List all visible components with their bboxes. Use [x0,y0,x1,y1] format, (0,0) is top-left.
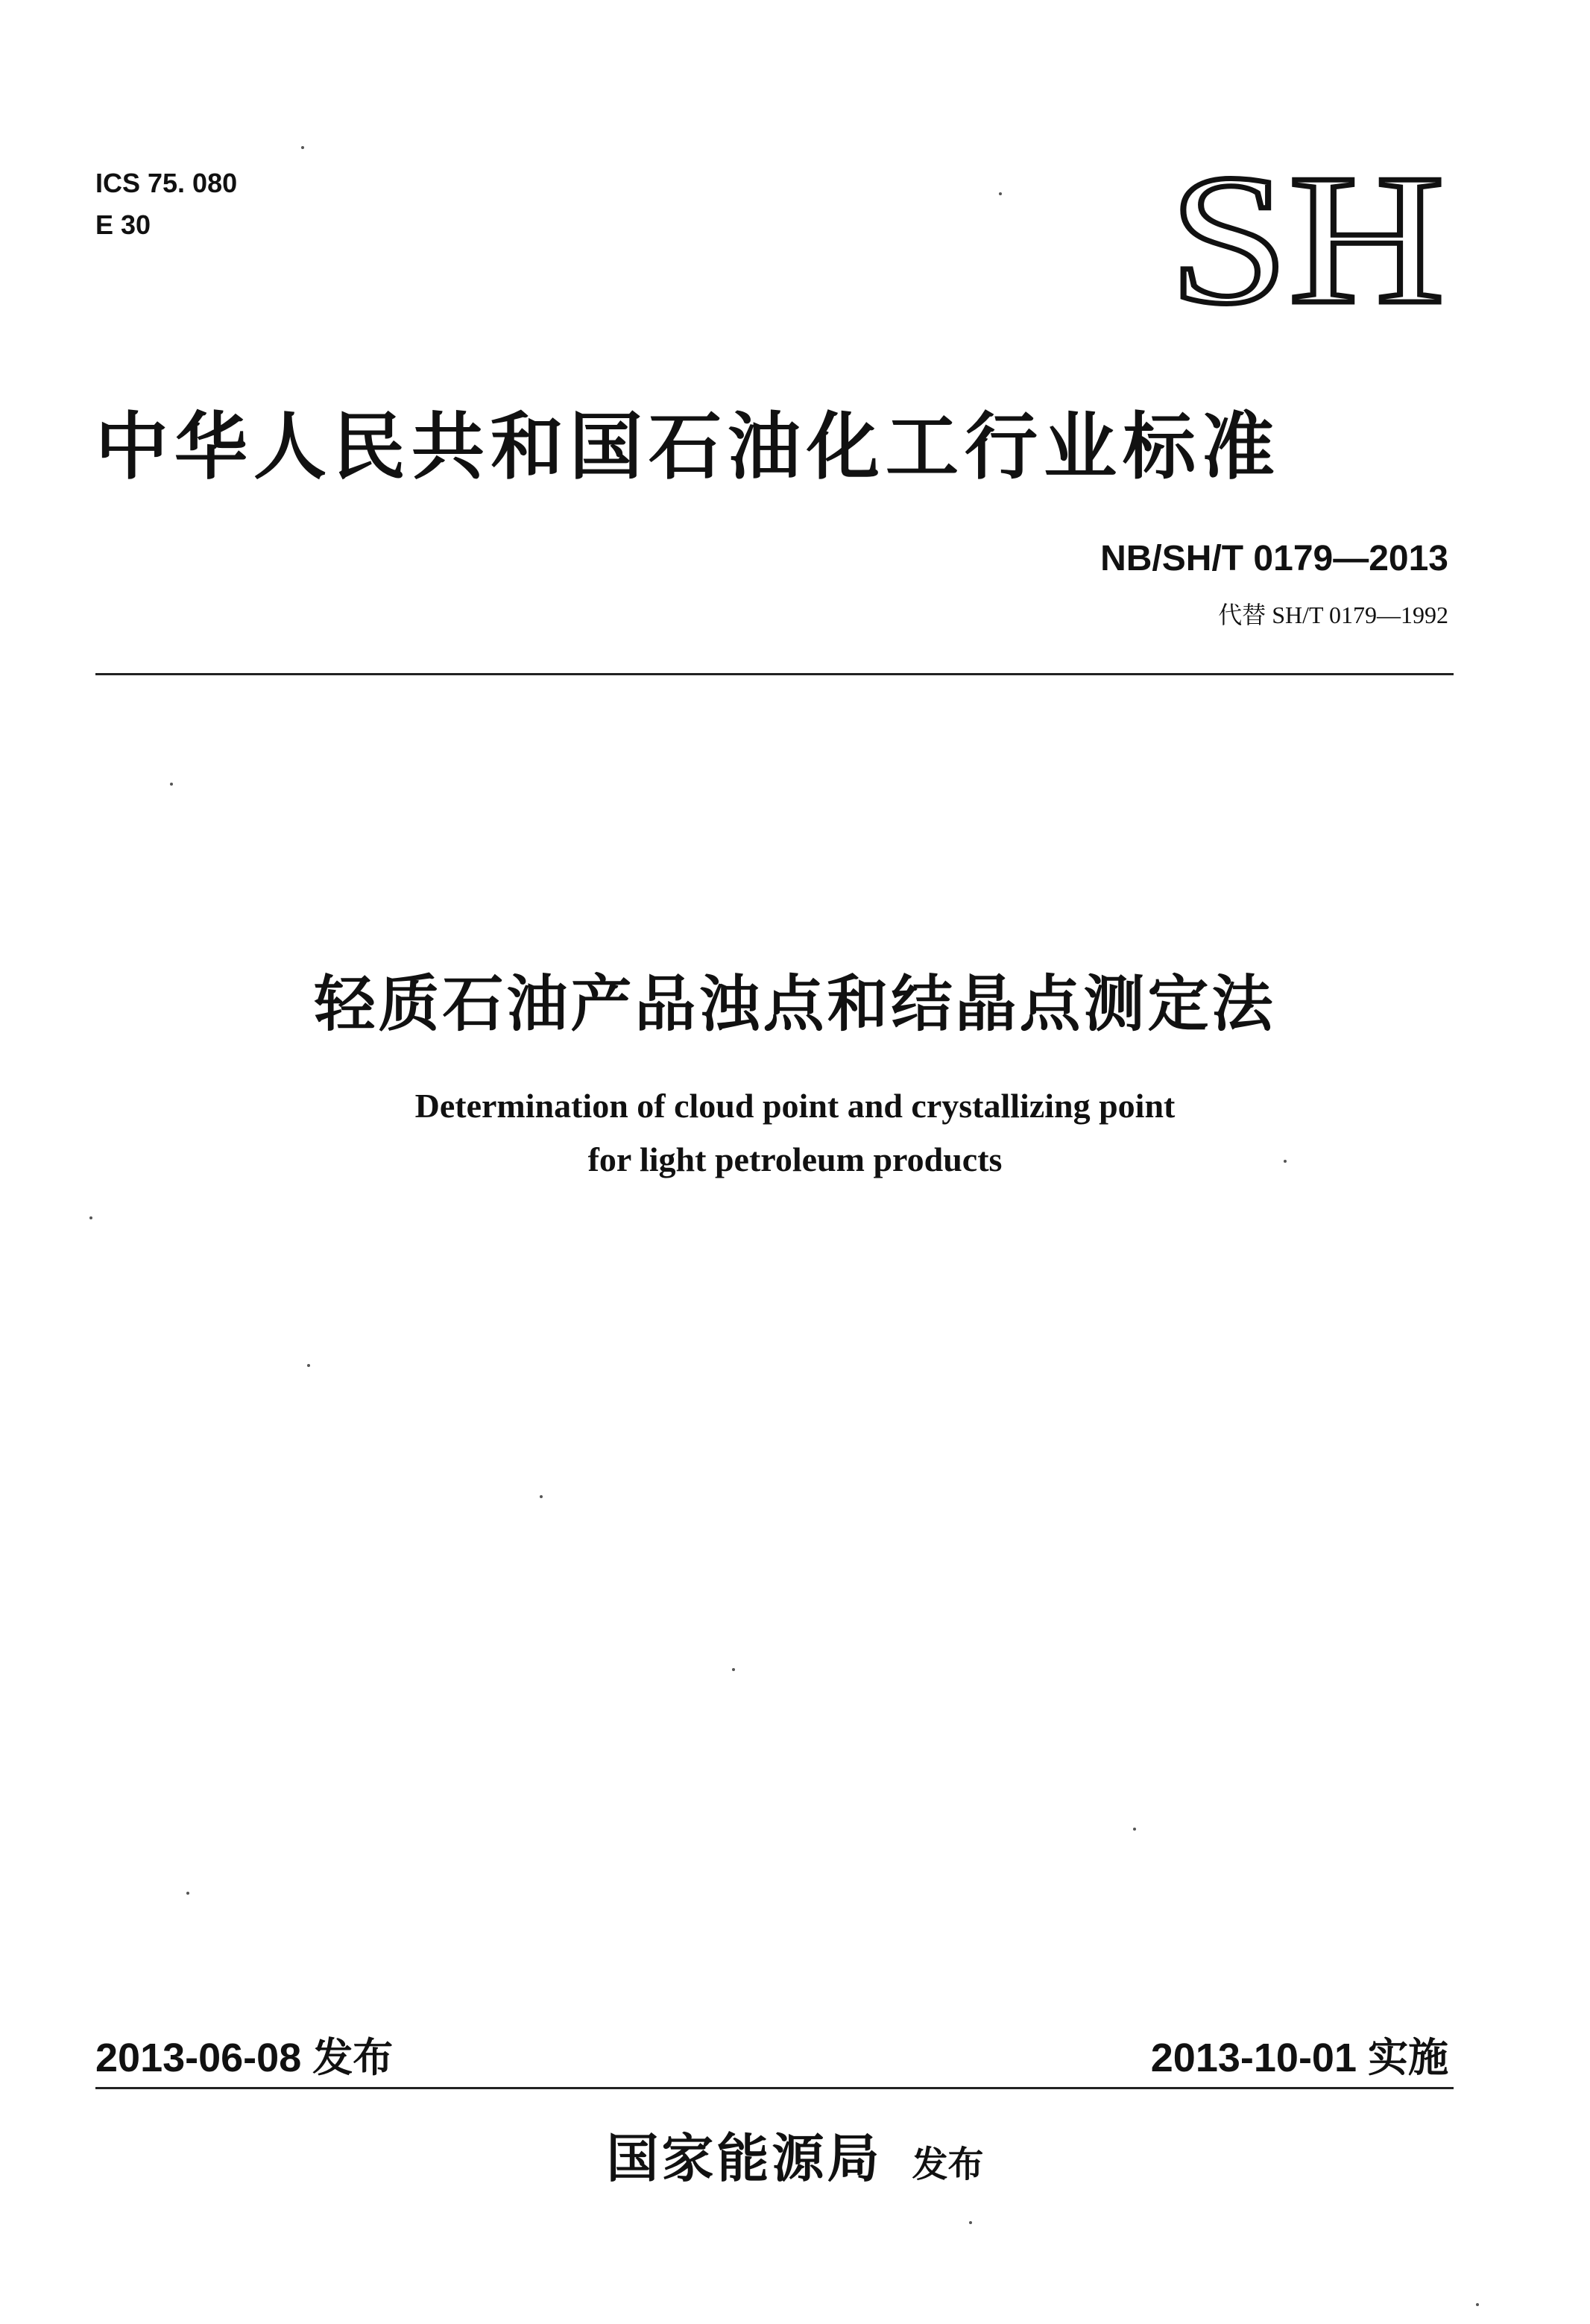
scan-speck [1133,1828,1136,1831]
implementation-date: 2013-10-01 实施 [1150,2036,1448,2080]
scan-speck [307,1364,310,1367]
scan-speck [186,1892,189,1895]
replaces-standard: 代替 SH/T 0179—1992 [1218,601,1448,628]
scan-speck [1284,1160,1287,1163]
footer-divider [95,2087,1454,2089]
sh-logo-text: SH [1169,160,1445,321]
english-title-line-1: Determination of cloud point and crystallizing point [414,1087,1176,1125]
ics-code: ICS 75. 080 [95,168,238,198]
english-title-line-2: for light petroleum products [587,1140,1003,1178]
publisher-line [0,2117,1590,2192]
publish-action: 发布 [912,2144,984,2185]
scan-speck [969,2221,972,2224]
scan-speck [1476,2303,1479,2306]
header-divider [95,673,1454,675]
chinese-title: 轻质石油产品浊点和结晶点测定法 [314,969,1276,1040]
standard-number: NB/SH/T 0179—2013 [1100,539,1448,578]
publishing-agency: 国家能源局 [606,2128,883,2189]
issue-date: 2013-06-08 发布 [95,2036,394,2080]
ccs-code: E 30 [95,209,151,240]
scan-speck [732,1668,735,1671]
scan-speck [170,783,173,786]
standard-category-title: 中华人民共和国石油化工行业标准 [95,405,1281,490]
scan-speck [999,192,1002,195]
classification-codes [95,162,237,246]
scan-speck [301,146,304,149]
sh-logo [1165,160,1448,321]
scan-speck [89,1216,92,1219]
scan-speck [540,1495,543,1498]
english-title [0,1079,1590,1187]
